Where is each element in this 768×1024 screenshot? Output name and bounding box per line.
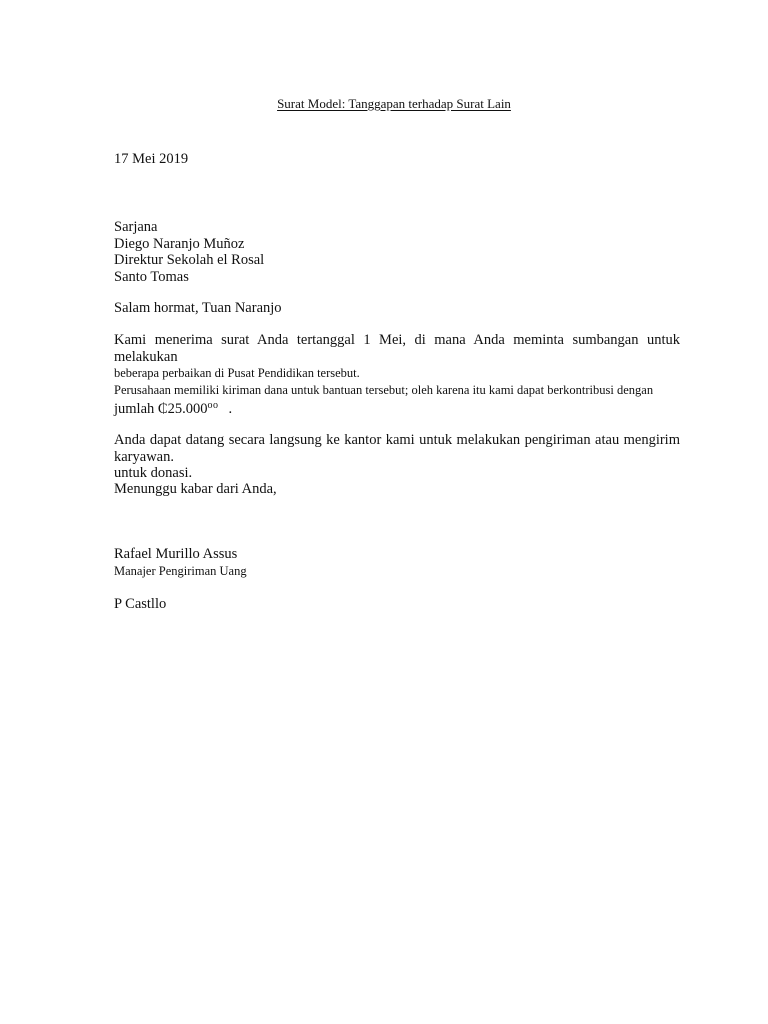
paragraph-instructions-line-2: untuk donasi. xyxy=(114,465,193,481)
paragraph-contribution xyxy=(114,382,680,418)
letter-date: 17 Mei 2019 xyxy=(114,151,189,167)
recipient-honorific: Sarjana xyxy=(114,219,158,235)
donation-amount-value: jumlah ₵25.000 xyxy=(114,401,208,417)
donation-amount xyxy=(114,398,680,418)
paragraph-request-line-2: beberapa perbaikan di Pusat Pendidikan tersebut. xyxy=(114,366,360,380)
paragraph-instructions xyxy=(114,432,680,482)
recipient-address xyxy=(114,219,680,285)
donation-amount-superscript: oo xyxy=(207,400,219,411)
recipient-position: Direktur Sekolah el Rosal xyxy=(114,252,265,268)
paragraph-request-line-1: Kami menerima surat Anda tertanggal 1 Mei, di mana Anda meminta sumbangan untuk melakukan xyxy=(114,332,680,365)
closing-line: Menunggu kabar dari Anda, xyxy=(114,481,277,497)
signer-name: Rafael Murillo Assus xyxy=(114,546,238,562)
recipient-name: Diego Naranjo Muñoz xyxy=(114,235,245,252)
letter-title: Surat Model: Tanggapan terhadap Surat Lain xyxy=(277,96,511,111)
donation-amount-period: . xyxy=(228,401,233,417)
paragraph-instructions-line-1: Anda dapat datang secara langsung ke kantor kami untuk melakukan pengiriman atau mengirim karyawan. xyxy=(114,432,680,465)
signer-title: Manajer Pengiriman Uang xyxy=(114,564,247,578)
paragraph-contribution-line-1: Perusahaan memiliki kiriman dana untuk bantuan tersebut; oleh karena itu kami dapat berkontribusi dengan xyxy=(114,383,654,397)
recipient-location: Santo Tomas xyxy=(114,268,189,285)
paragraph-request xyxy=(114,332,680,381)
salutation: Salam hormat, Tuan Naranjo xyxy=(114,300,282,316)
extra-signature: P Castllo xyxy=(114,596,167,612)
